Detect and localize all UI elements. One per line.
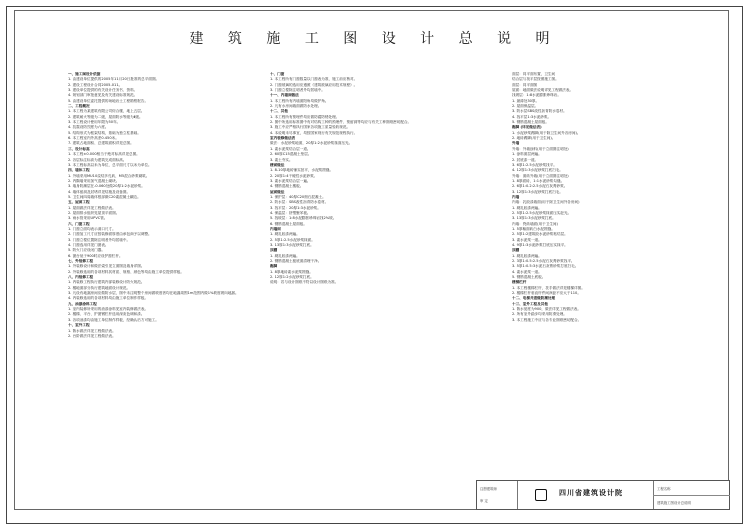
- note-line: 4. 12厚1:3水泥砂浆打底扫毛。: [512, 168, 563, 173]
- note-line: 2. 20厚1:4干硬性水泥砂浆。: [270, 173, 318, 178]
- note-line: 6. 钢筋混凝土屋面板。: [270, 221, 307, 226]
- section-heading: 七、外装修工程: [68, 259, 94, 264]
- note-line: 3. 13厚1:3水泥砂浆打底。: [512, 216, 556, 221]
- note-line: 1. 本工程楼梯栏杆，扶手做法详见楼梯详图。: [512, 285, 585, 290]
- note-line: 1. 8厚地砖素水泥浆擦缝。: [270, 269, 313, 274]
- note-line: 3. 施工中应严格执行国家各项施工质量验收规范。: [270, 125, 351, 130]
- section-heading: 十二、其他: [270, 109, 288, 114]
- note-line: 2. 台阶做法详见工程做法表。: [68, 333, 116, 338]
- note-line: 1. 8-10厚地砖铺实拍平，水泥浆擦缝。: [270, 168, 334, 173]
- note-line: 2. 楼梯栏杆垂直杆件间净距不应大于110。: [512, 291, 581, 296]
- note-line: 5. 找坡层：1:8水泥膨胀珍珠岩找2%坡。: [270, 216, 337, 221]
- note-line: 2. 楼梯、平台、护窗钢栏杆选用深灰色调和漆。: [68, 312, 145, 317]
- note-line: 4. 墙体留洞及封堵详见结施及设备图。: [68, 189, 131, 194]
- section-heading: 楼面做法: [270, 162, 285, 167]
- section-heading: 十、室外工程: [68, 323, 90, 328]
- section-heading: 十二、电梯井道做防潮处理: [512, 296, 556, 301]
- drawing-name: 建筑施工图设计总说明: [657, 501, 691, 505]
- notes-column-1: [68, 72, 244, 339]
- note-line: 1. 本工程所有门窗数量以门窗表为准，施工前应核对。: [270, 77, 358, 82]
- note-line: 1. 刷乳胶漆两遍。: [512, 205, 542, 210]
- note-line: 1. 刷乳胶漆两遍。: [270, 232, 300, 237]
- note-line: 1. 涂料面层两遍。: [512, 152, 542, 157]
- page-title: 建 筑 施 工 图 设 计 总 说 明: [189, 31, 560, 47]
- note-line: 1. 本工程所有内墙面阳角均做护角。: [270, 98, 329, 103]
- note-line: 4. 内装修选用的各项材料均由施工单位制作样板。: [68, 296, 149, 301]
- note-line: 2. 屋面保温层。: [512, 104, 539, 109]
- note-line: 说明：若与设计图纸不符以设计图纸为准。: [270, 280, 339, 285]
- note-line: 5. 结构形式为框架结构，基础为独立柱基础。: [68, 130, 141, 135]
- note-line: 1. 8厚面砖，1:1水泥砂浆勾缝。: [512, 178, 565, 183]
- note-line: 2. 图中所选用标准图中有对结构工种的预埋件、预留洞等均应与有关工种图纸密切配合。: [270, 120, 412, 125]
- note-line: 1. 刷乳胶漆两遍。: [512, 253, 542, 258]
- note-line: 1. 门窗立面均表示洞口尺寸。: [68, 226, 116, 231]
- note-line: 3. 门窗立樘除注明者外均居墙中。: [270, 88, 325, 93]
- section-heading: 顶棚: [270, 248, 278, 253]
- note-line: 2. 防水层：SBS改性沥青防水卷材。: [270, 200, 329, 205]
- note-line: 2. 门窗加工尺寸应按装修面厚度由承包商予以调整。: [68, 232, 152, 237]
- note-line: 3. 素水泥浆结合层一遍。: [270, 178, 311, 183]
- note-line: 1. 本工程为某建筑有限公司综合楼，地上五层。: [68, 109, 145, 114]
- note-line: 2. 3厚1:0.5:2.5水泥石灰膏砂浆找平。: [512, 259, 575, 264]
- note-line: 4. 9厚1:3水泥砂浆打底压实抹平。: [512, 243, 568, 247]
- note-line: 4. 规划部门审批意见及有关建设标准规范。: [68, 93, 138, 98]
- note-line: 1. 水泥砂浆踢脚(用于除卫生间外各房间)。: [512, 130, 581, 135]
- note-line: 2. 凡有水房间墙面做防水处理。: [270, 104, 322, 109]
- note-line: 3. 素土夯实。: [270, 157, 293, 162]
- section-heading: 内墙面: [270, 226, 281, 231]
- section-heading: 五、屋面工程: [68, 200, 90, 205]
- note-line: 4. 本说明未尽事宜，均按国家现行有关规范规程执行。: [270, 130, 358, 135]
- note-line: 1. 5厚釉面砖白水泥擦缝。: [512, 226, 555, 231]
- section-heading: 四、墙体工程: [68, 168, 90, 173]
- note-line: 6. 窗台低于900时应设护窗栏杆。: [68, 253, 123, 258]
- note-line: 2. 各层标注标高为建筑完成面标高。: [68, 157, 127, 162]
- note-line: 3. 雨水管采用UPVC管。: [68, 216, 108, 221]
- note-line: 2. 地砖踢脚(用于卫生间)。: [512, 136, 556, 141]
- note-line: 5. 由建设单位委托提供的场地岩土工程勘察报告。: [68, 98, 149, 103]
- note-line: 1. 外装修设计和做法索引见立面图及墙身详图。: [68, 264, 145, 269]
- note-line: 6. 本工程室内外高差0.450米。: [68, 136, 119, 141]
- title-block: [476, 480, 730, 510]
- note-line: 2. 5厚1:2建筑胶水泥砂浆粘结层。: [512, 232, 568, 237]
- section-heading: 室内装修做法表: [270, 136, 296, 141]
- note-line: 结合层与找平层按照施工图。: [512, 77, 559, 82]
- note-line: 面层：同平面图: [512, 82, 538, 87]
- note-line: 2. 封底漆一道。: [512, 157, 539, 162]
- section-heading: 二、工程概况: [68, 104, 90, 109]
- note-line: 找坡层：1:8水泥膨胀珍珠岩。: [512, 93, 561, 98]
- note-line: 外墙：面砖外墙(用于立面图注明处): [512, 173, 569, 178]
- note-line: 1. 本工程所有预埋件均应做防腐防锈处理。: [270, 114, 340, 119]
- section-heading: 屋面做法: [270, 189, 285, 194]
- note-line: 1. 本工程±0.000相当于绝对标高详见总图。: [68, 152, 140, 157]
- note-line: 3. 素水泥浆一道。: [512, 237, 542, 242]
- note-line: 4. 保温层：挤塑聚苯板。: [270, 210, 311, 215]
- note-line: 1. 最薄处30厚。: [512, 98, 540, 103]
- note-line: 3. 墙身防潮层在-0.060处做20厚1:2水泥砂浆。: [68, 184, 145, 189]
- note-line: 5. 防火门应设闭门器。: [68, 248, 105, 253]
- note-line: 2. 5厚1:2.5水泥砂浆抹面。: [270, 237, 315, 242]
- note-line: 1. 由建设单位提供的2005年11月20日批准的总平面图。: [68, 77, 160, 82]
- note-line: 1. 室内装修所采用的油漆涂料见室内装修做法表。: [68, 307, 149, 312]
- note-line: 4. 找平层1:3水泥砂浆。: [512, 114, 552, 119]
- note-line: 7. 建筑占地面积、总建筑面积详见总图。: [68, 141, 134, 146]
- note-line: 4. 素水泥浆一道。: [512, 269, 542, 274]
- section-heading: 十、门窗: [270, 72, 285, 76]
- note-line: 1. 内装修工程执行建筑内部装修设计防火规范。: [68, 280, 145, 285]
- note-line: 4. 门窗选用详见门窗表。: [68, 243, 109, 247]
- section-heading: 三、设计标高: [68, 146, 90, 151]
- note-line: 3. 门窗立樘位置除注明者外均居墙中。: [68, 237, 131, 242]
- note-line: 4. 钢筋混凝土楼板。: [270, 184, 304, 189]
- note-line: 3. 本工程施工中应与各专业图纸密切配合。: [512, 317, 582, 322]
- note-line: 3. 各项油漆均由施工单位制作样板，经确认后方可施工。: [68, 317, 159, 322]
- section-heading: 八、内装修工程: [68, 275, 94, 280]
- note-line: 3. 建设单位提供的有关设计任务书、资料。: [68, 88, 138, 93]
- note-line: 3. 5厚1:0.5:3水泥石灰膏砂浆打底扫毛。: [512, 264, 579, 269]
- note-line: 2. 内隔墙采用加气混凝土砌块。: [68, 178, 120, 183]
- company-name: 四川省建筑设计院: [559, 489, 623, 497]
- note-line: 外墙：外墙涂料(用于立面图注明处): [512, 146, 569, 151]
- note-line: 3. 12厚1:3水泥砂浆打底扫毛。: [512, 189, 563, 194]
- note-line: 内墙：乳胶漆墙面(用于除卫生间外各房间): [512, 200, 580, 205]
- note-line: 2. 60厚C15混凝土垫层。: [270, 152, 312, 157]
- section-heading: 内墙: [512, 194, 520, 199]
- note-line: 5. 钢筋混凝土底板。: [512, 275, 546, 280]
- note-line: 2. 5厚1:2.5水泥砂浆抹面压实赶光。: [512, 210, 572, 215]
- note-line: 3. 6厚1:2.5水泥砂浆找平。: [512, 162, 557, 167]
- note-line: 1. 散水做法详见工程做法表。: [68, 328, 116, 333]
- note-line: 3. 凡设有地漏房间应做防水层，图中未注明整个房间做坡度者均在地漏周围1m范围内做1%坡度坡向地漏。: [68, 291, 239, 296]
- notes-column-3: [512, 72, 712, 323]
- note-line: 1. 散水宽度为900，做法详见工程做法表。: [512, 307, 581, 312]
- note-line: 1. 保护层：40厚C20细石混凝土。: [270, 194, 326, 199]
- note-line: 2. 建筑耐火等级为二级，屋面防水等级为Ⅱ级。: [68, 114, 143, 119]
- section-heading: 楼梯栏杆: [512, 280, 527, 285]
- note-line: 3. 防水层SBS改性沥青防水卷材。: [512, 109, 567, 114]
- title-block-label: 注册建筑师: [480, 487, 497, 491]
- note-line: 1. 屋面做法详见工程做法表。: [68, 205, 116, 210]
- note-line: 3. 13厚1:3水泥砂浆打底。: [270, 243, 314, 247]
- note-line: 做法：水泥砂浆地面，20厚1:2水泥砂浆抹面压光。: [270, 141, 353, 146]
- section-heading: 外墙: [512, 141, 520, 146]
- note-line: 2. 屋面排水组织见屋顶平面图。: [68, 210, 120, 215]
- note-line: 3. 本工程标高以米为单位，总平面尺寸以米为单位。: [68, 162, 152, 167]
- note-line: 面层：同平面布置，卫生间: [512, 72, 556, 76]
- note-line: 5. 钢筋混凝土屋面板。: [512, 120, 549, 125]
- title-block-label: 审 定: [480, 499, 488, 503]
- section-heading: 顶棚: [512, 248, 520, 253]
- note-line: 3. 本工程设计使用年限为50年。: [68, 120, 121, 125]
- note-line: 屋面：地面做法说明详见工程做法表。: [512, 88, 574, 93]
- note-line: 1. 外墙采用MU10烧结多孔砖，M5混合砂浆砌筑。: [68, 173, 150, 178]
- section-heading: 十一、内墙面做法: [270, 93, 299, 98]
- note-line: 3. 找平层：20厚1:3水泥砂浆。: [270, 205, 321, 210]
- section-heading: 九、油漆涂料工程: [68, 301, 97, 306]
- note-line: 2. 外装修选用的各项材料其材质、规格、颜色等均由施工单位提供样板。: [68, 269, 184, 274]
- note-line: 2. 所有室外踏步均采用防滑处理。: [512, 312, 567, 317]
- note-line: 2. 门窗玻璃的选用应遵照《建筑玻璃应用技术规程》。: [270, 82, 358, 87]
- note-line: 2. 6厚1:0.2:2.5水泥石灰膏砂浆。: [512, 184, 568, 189]
- section-heading: 十三、室外工程及其他: [512, 301, 548, 306]
- notes-column-2: [270, 72, 446, 286]
- note-line: 内墙：瓷砖墙面(用于卫生间): [512, 221, 558, 226]
- note-line: 2. 建设工程设计合同2005-011。: [68, 82, 123, 87]
- section-heading: 踢脚 (详见做法表): [512, 125, 542, 130]
- project-name-label: 工程名称: [657, 487, 671, 491]
- note-line: 1. 刷乳胶漆两遍。: [270, 253, 300, 258]
- note-line: 2. 楼地面部分执行建筑地面设计规范。: [68, 285, 131, 290]
- note-line: 1. 素水泥浆结合层一道。: [270, 146, 311, 151]
- note-line: 4. 抗震设防烈度为六度。: [68, 125, 109, 130]
- section-heading: 一、施工图设计依据: [68, 72, 101, 76]
- section-heading: 踢脚: [270, 264, 278, 269]
- note-line: 5. 卫生间四周墙体根部做C20素混凝土翻边。: [68, 194, 141, 199]
- section-heading: 六、门窗工程: [68, 221, 90, 226]
- note-line: 2. 钢筋混凝土板底面清理干净。: [270, 259, 322, 264]
- note-line: 2. 12厚1:2水泥砂浆打底。: [270, 275, 314, 280]
